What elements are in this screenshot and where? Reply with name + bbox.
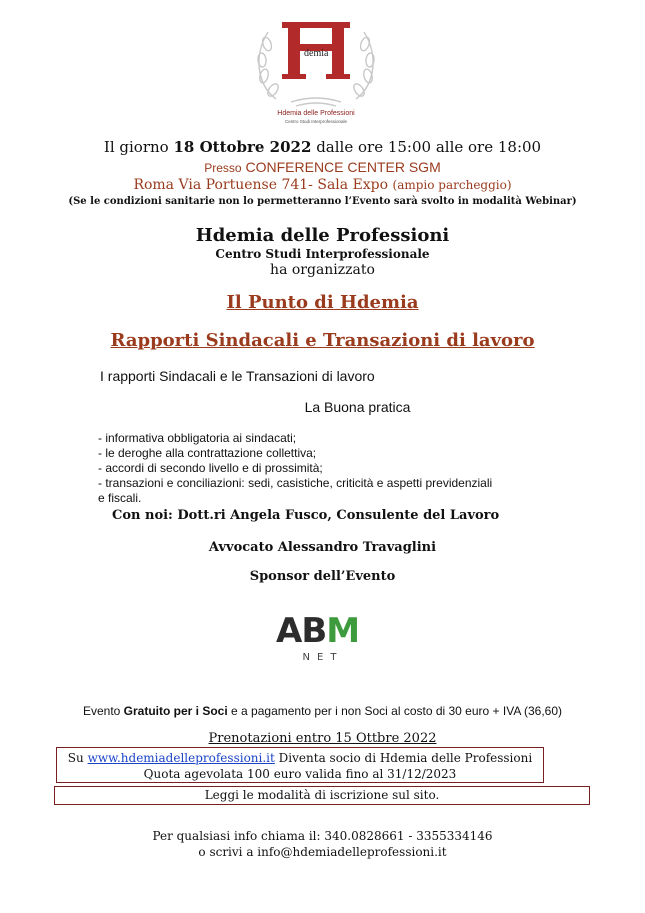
speakers-line: Con noi: Dott.ri Angela Fusco, Consulente del Lavoro	[112, 508, 500, 523]
event-date-line	[0, 138, 645, 156]
contact-phone: Per qualsiasi info chiama il: 340.0828661 - 3355334146	[152, 829, 493, 843]
event-parking: (ampio parcheggio)	[392, 178, 512, 192]
join-text: Diventa socio di Hdemia delle Professioni	[278, 751, 533, 765]
headline-title: Il Punto di Hdemia	[226, 292, 419, 313]
content-intro: I rapporti Sindacali e le Transazioni di lavoro	[100, 368, 375, 384]
event-venue-line	[0, 159, 645, 175]
event-time: dalle ore 15:00 alle ore 18:00	[316, 138, 542, 156]
event-address-line	[0, 177, 645, 193]
logo-caption	[246, 110, 386, 126]
contact-email: o scrivi a info@hdemiadelleprofessioni.it	[198, 845, 447, 859]
organizer-action: ha organizzato	[270, 262, 375, 278]
event-venue: CONFERENCE CENTER SGM	[245, 159, 441, 175]
pricing-free: Gratuito per i Soci	[123, 704, 228, 718]
list-item: - informativa obbligatoria ai sindacati;	[98, 431, 297, 445]
pricing-line	[0, 704, 645, 718]
list-item: - accordi di secondo livello e di prossimità;	[98, 461, 323, 475]
abm-letter-b: B	[301, 611, 327, 651]
su-label: Su	[67, 751, 84, 765]
abm-letter-a: A	[276, 611, 302, 651]
website-link[interactable]: www.hdemiadelleprofessioni.it	[87, 751, 275, 765]
venue-prefix: Presso	[204, 161, 242, 175]
list-item: - le deroghe alla contrattazione collettiva;	[98, 446, 317, 460]
membership-box	[56, 747, 544, 783]
laurel-icon	[246, 14, 386, 114]
speaker-lawyer: Avvocato Alessandro Travaglini	[208, 540, 437, 555]
pricing-rest: e a pagamento per i non Soci al costo di 30 euro + IVA (36,60)	[231, 704, 563, 718]
organizer-sub: Centro Studi Interprofessionale	[215, 247, 430, 261]
list-item: - transazioni e conciliazioni: sedi, casistiche, criticità e aspetti previdenziali	[98, 476, 493, 490]
pricing-prefix: Evento	[82, 704, 121, 718]
logo-caption-main: Hdemia delle Professioni	[277, 110, 355, 117]
event-address: Roma Via Portuense 741- Sala Expo	[133, 177, 389, 193]
registration-note: Leggi le modalità di iscrizione sul sito.	[54, 786, 590, 805]
event-date: 18 Ottobre 2022	[173, 138, 312, 156]
logo-caption-sub: Centro Studi Interprofessionale	[284, 119, 348, 124]
headline-subtitle: Rapporti Sindacali e Transazioni di lavoro	[110, 330, 535, 351]
topic-list	[98, 431, 588, 506]
registration-deadline: Prenotazioni entro 15 Ottbre 2022	[208, 731, 437, 746]
abm-net-logo	[276, 612, 370, 668]
sponsor-heading: Sponsor dell’Evento	[249, 569, 396, 584]
organizer-name: Hdemia delle Professioni	[195, 225, 450, 246]
event-note: (Se le condizioni sanitarie non lo permetteranno l’Evento sarà svolto in modalità Webinar)	[68, 196, 577, 207]
quota-text: Quota agevolata 100 euro valida fino al 31/12/2023	[143, 767, 457, 781]
abm-letter-m: M	[326, 611, 360, 651]
content-buona: La Buona pratica	[304, 399, 411, 415]
list-item: e fiscali.	[98, 491, 142, 505]
date-prefix: Il giorno	[103, 138, 169, 156]
abm-sub: NET	[302, 652, 344, 663]
logo-word: demia	[304, 48, 329, 59]
